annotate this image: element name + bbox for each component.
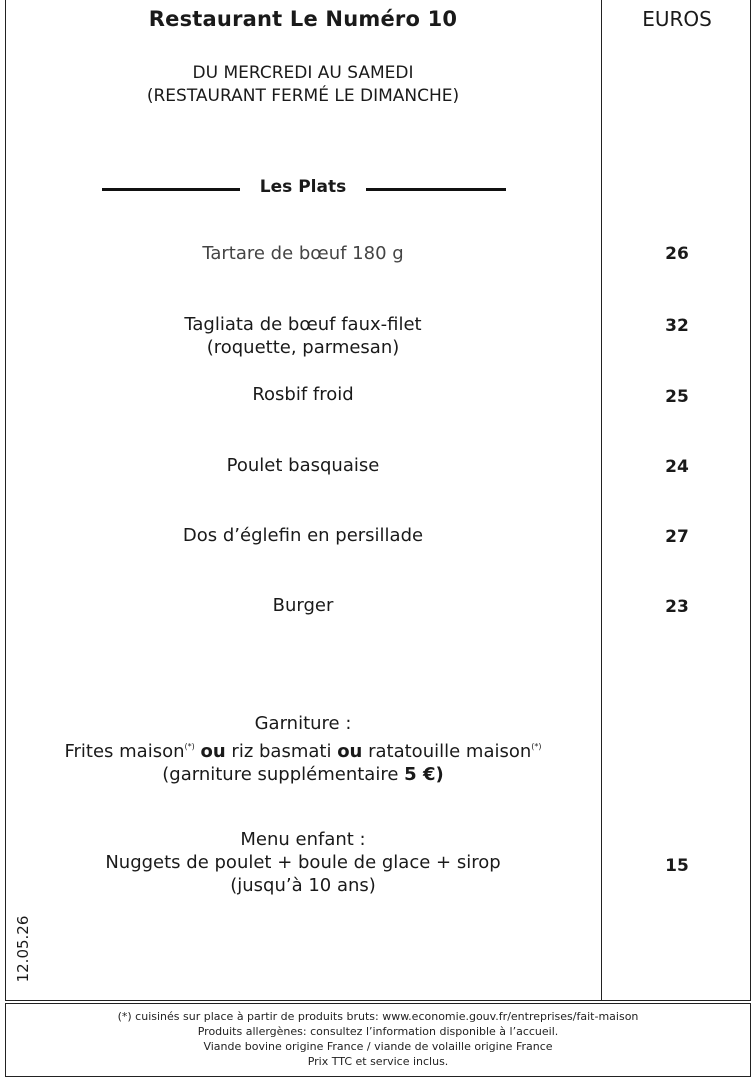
section-rule-left bbox=[102, 188, 240, 191]
extra-label: (garniture supplémentaire bbox=[162, 764, 399, 785]
dish-detail: (roquette, parmesan) bbox=[206, 337, 400, 358]
garniture-extra bbox=[5, 763, 601, 786]
currency-header: EUROS bbox=[642, 7, 712, 31]
section-title: Les Plats bbox=[259, 177, 347, 197]
footer-notes bbox=[5, 1003, 751, 1077]
date-stamp: 12.05.26 bbox=[14, 915, 32, 983]
section-rule-right bbox=[366, 188, 506, 191]
footer-line: Viande bovine origine France / viande de volaille origine France bbox=[203, 1040, 553, 1053]
days-line: DU MERCREDI AU SAMEDI bbox=[192, 63, 414, 83]
garniture-heading: Garniture : bbox=[254, 713, 352, 734]
dish-price: 27 bbox=[665, 527, 689, 547]
kids-content: Nuggets de poulet + boule de glace + sirop bbox=[105, 852, 501, 873]
footer-line: Produits allergènes: consultez l’information disponible à l’accueil. bbox=[197, 1025, 559, 1038]
kids-price: 15 bbox=[665, 856, 689, 876]
garniture-options bbox=[5, 735, 601, 763]
closed-line: (RESTAURANT FERMÉ LE DIMANCHE) bbox=[146, 86, 460, 106]
opening-days bbox=[5, 62, 601, 108]
dish-item bbox=[5, 313, 601, 359]
dish-name: Poulet basquaise bbox=[226, 455, 380, 476]
garniture-option: ratatouille maison bbox=[368, 741, 532, 762]
extra-price: 5 €) bbox=[404, 764, 444, 785]
dish-price: 23 bbox=[665, 597, 689, 617]
homemade-mark: (*) bbox=[184, 742, 195, 751]
garniture-block bbox=[5, 712, 601, 786]
dish-price: 24 bbox=[665, 457, 689, 477]
dish-price: 25 bbox=[665, 387, 689, 407]
dish-name: Rosbif froid bbox=[252, 384, 354, 405]
dish-name: Tartare de bœuf 180 g bbox=[202, 243, 404, 264]
footer-line: Prix TTC et service inclus. bbox=[307, 1055, 449, 1068]
footer-line: (*) cuisinés sur place à partir de produits bruts: www.economie.gouv.fr/entreprises/fait-maison bbox=[117, 1010, 639, 1023]
dish-name: Tagliata de bœuf faux-filet bbox=[184, 314, 422, 335]
homemade-mark: (*) bbox=[531, 742, 542, 751]
kids-heading: Menu enfant : bbox=[240, 829, 366, 850]
dish-name: Burger bbox=[272, 595, 334, 616]
price-column-divider bbox=[601, 0, 602, 1001]
garniture-option: riz basmati bbox=[231, 741, 332, 762]
dish-price: 26 bbox=[665, 244, 689, 264]
kids-age: (jusqu’à 10 ans) bbox=[230, 875, 376, 896]
or-word: ou bbox=[200, 741, 226, 762]
restaurant-title: Restaurant Le Numéro 10 bbox=[148, 7, 458, 31]
or-word: ou bbox=[337, 741, 363, 762]
garniture-option: Frites maison bbox=[64, 741, 185, 762]
dish-name: Dos d’églefin en persillade bbox=[182, 525, 424, 546]
kids-menu-block bbox=[5, 828, 601, 897]
dish-price: 32 bbox=[665, 316, 689, 336]
